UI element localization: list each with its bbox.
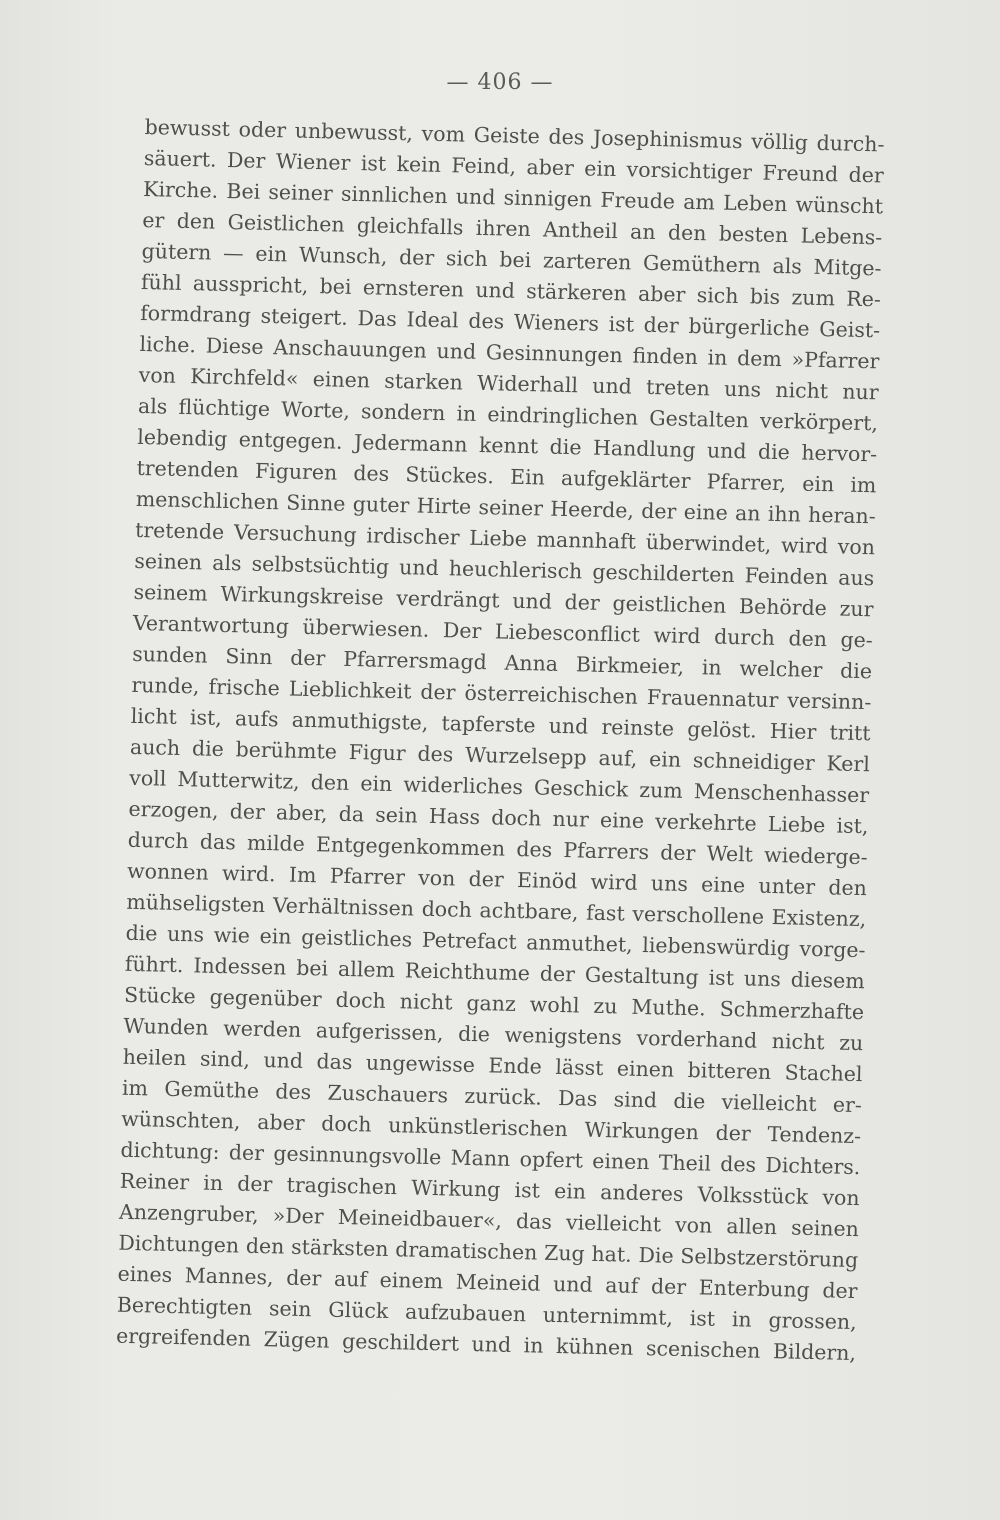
text-line: heilen sind, und das ungewisse Ende lässt einen bitteren Stachel [122,1044,863,1087]
text-line: tretenden Figuren des Stückes. Ein aufgeklärter Pfarrer, ein im [136,455,877,498]
text-line: licht ist, aufs anmuthigste, tapferste und reinste gelöst. Hier tritt [130,703,871,746]
text-line: Reiner in der tragischen Wirkung ist ein anderes Volksstück von [119,1168,860,1211]
text-line: sunden Sinn der Pfarrersmagd Anna Birkmeier, in welcher die [131,641,873,684]
text-line: menschlichen Sinne guter Hirte seiner Heerde, der eine an ihn heran- [135,486,876,529]
text-line: dichtung: der gesinnungsvolle Mann opfert einen Theil des Dichters. [120,1137,861,1180]
text-line: von Kirchfeld« einen starken Widerhall und treten uns nicht nur [138,362,879,405]
text-line: Verantwortung überwiesen. Der Liebesconflict wird durch den ge- [132,610,874,653]
body-text [116,112,885,1369]
text-line: seinen als selbstsüchtig und heuchlerisch geschilderten Feinden aus [134,548,875,591]
text-line: Wunden werden aufgerissen, die wenigstens vorderhand nicht zu [123,1013,864,1056]
text-line: liche. Diese Anschauungen und Gesinnungen finden in dem »Pfarrer [139,331,880,374]
text-line: runde, frische Lieblichkeit der österreichischen Frauennatur versinn- [131,672,872,715]
text-line: durch das milde Entgegenkommen des Pfarrers der Welt wiederge- [127,827,868,870]
text-line: die uns wie ein geistliches Petrefact anmuthet, liebenswürdig vorge- [125,920,866,963]
text-line: lebendig entgegen. Jedermann kennt die Handlung und die hervor- [137,424,878,467]
text-line: Kirche. Bei seiner sinnlichen und sinnigen Freude am Leben wünscht [142,176,884,219]
text-line: ergreifenden Zügen geschildert und in kühnen scenischen Bildern, [115,1323,857,1366]
text-line: erzogen, der aber, da sein Hass doch nur eine verkehrte Liebe ist, [128,796,869,839]
text-line: wonnen wird. Im Pfarrer von der Einöd wird uns eine unter den [126,858,868,901]
text-line: Berechtigten sein Glück aufzubauen unternimmt, ist in grossen, [116,1292,857,1335]
text-line: im Gemüthe des Zuschauers zurück. Das sind die vielleicht er- [121,1075,863,1118]
text-line: Anzengruber, »Der Meineidbauer«, das vielleicht von allen seinen [118,1199,860,1242]
text-line: bewusst oder unbewusst, vom Geiste des Josephinismus völlig durch- [144,114,885,157]
text-line: tretende Versuchung irdischer Liebe mannhaft überwindet, wird von [134,517,876,560]
text-line: voll Mutterwitz, den ein widerliches Geschick zum Menschenhasser [129,765,870,808]
text-line: wünschten, aber doch unkünstlerischen Wirkungen der Tendenz- [120,1106,862,1149]
text-line: führt. Indessen bei allem Reichthume der Gestaltung ist uns diesem [124,951,866,994]
text-line: seinem Wirkungskreise verdrängt und der geistlichen Behörde zur [133,579,874,622]
page-number: — 406 — [446,70,554,95]
text-line: fühl ausspricht, bei ernsteren und stärkeren aber sich bis zum Re- [140,269,882,312]
text-line: auch die berühmte Figur des Wurzelsepp auf, ein schneidiger Kerl [129,734,871,777]
text-line: eines Mannes, der auf einem Meineid und auf der Enterbung der [117,1261,858,1304]
text-line: gütern — ein Wunsch, der sich bei zarteren Gemüthern als Mitge- [141,238,882,281]
text-line: formdrang steigert. Das Ideal des Wieners ist der bürgerliche Geist- [139,300,881,343]
text-line: Stücke gegenüber doch nicht ganz wohl zu Muthe. Schmerzhafte [123,982,865,1025]
text-line: Dichtungen den stärksten dramatischen Zug hat. Die Selbstzerstörung [118,1230,859,1273]
text-line: als flüchtige Worte, sondern in eindringlichen Gestalten verkörpert, [137,393,879,436]
text-line: mühseligsten Verhältnissen doch achtbare, fast verschollene Existenz, [126,889,867,932]
text-line: säuert. Der Wiener ist kein Feind, aber ein vorsichtiger Freund der [143,145,884,188]
text-line: er den Geistlichen gleichfalls ihren Antheil an den besten Lebens- [142,207,883,250]
